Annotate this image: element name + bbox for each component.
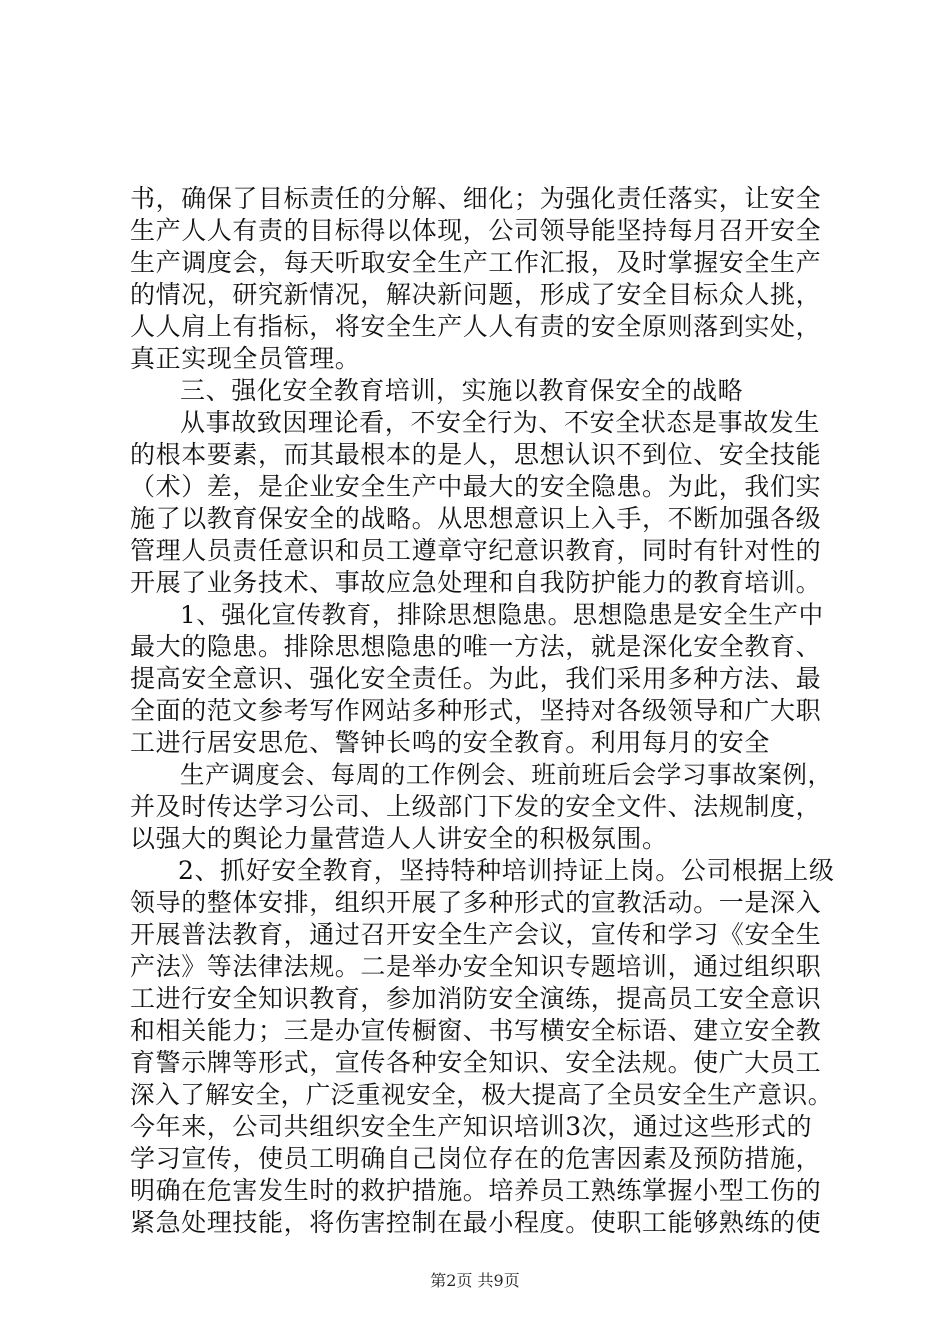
text-line: 1、强化宣传教育，排除思想隐患。思想隐患是安全生产中: [180, 600, 824, 629]
text-line: 最大的隐患。排除思想隐患的唯一方法，就是深化安全教育、: [130, 632, 822, 661]
text-line: 从事故致因理论看，不安全行为、不安全状态是事故发生: [180, 408, 821, 437]
text-line: 育警示牌等形式，宣传各种安全知识、安全法规。使广大员工: [130, 1048, 822, 1077]
text-line: （术）差，是企业安全生产中最大的安全隐患。为此，我们实: [130, 472, 822, 501]
text-line: 工进行居安思危、警钟长鸣的安全教育。利用每月的安全: [130, 728, 771, 757]
text-line: 并及时传达学习公司、上级部门下发的安全文件、法规制度，: [130, 792, 822, 821]
text-line: 明确在危害发生时的救护措施。培养员工熟练掌握小型工伤的: [130, 1176, 822, 1205]
text-line: 的根本要素，而其最根本的是人，思想认识不到位、安全技能: [130, 440, 822, 469]
text-line: 生产调度会、每周的工作例会、班前班后会学习事故案例，: [180, 760, 833, 789]
text-line: 施了以教育保安全的战略。从思想意识上入手，不断加强各级: [130, 504, 822, 533]
text-line: 生产人人有责的目标得以体现，公司领导能坚持每月召开安全: [130, 216, 822, 245]
text-line: 真正实现全员管理。: [130, 344, 361, 373]
text-line: 领导的整体安排，组织开展了多种形式的宣教活动。一是深入: [130, 888, 822, 917]
text-line: 人人肩上有指标，将安全生产人人有责的安全原则落到实处，: [130, 312, 822, 341]
text-line: 2、抓好安全教育，坚持特种培训持证上岗。公司根据上级: [178, 856, 835, 885]
text-line: 紧急处理技能，将伤害控制在最小程度。使职工能够熟练的使: [130, 1208, 822, 1237]
text-line: 开展了业务技术、事故应急处理和自我防护能力的教育培训。: [130, 568, 822, 597]
section-heading: 三、强化安全教育培训，实施以教育保安全的战略: [180, 376, 744, 405]
text-line: 提高安全意识、强化安全责任。为此，我们采用多种方法、最: [130, 664, 822, 693]
page-number-footer: 第2页 共9页: [430, 1271, 520, 1290]
text-line: 开展普法教育，通过召开安全生产会议，宣传和学习《安全生: [130, 920, 822, 949]
text-line: 全面的范文参考写作网站多种形式，坚持对各级领导和广大职: [130, 696, 822, 725]
text-line: 今年来，公司共组织安全生产知识培训3次，通过这些形式的: [130, 1112, 813, 1141]
text-line: 以强大的舆论力量营造人人讲安全的积极氛围。: [130, 824, 668, 853]
text-line: 生产调度会，每天听取安全生产工作汇报，及时掌握安全生产: [130, 248, 822, 277]
text-line: 和相关能力；三是办宣传橱窗、书写横安全标语、建立安全教: [130, 1016, 822, 1045]
text-line: 管理人员责任意识和员工遵章守纪意识教育，同时有针对性的: [130, 536, 822, 565]
text-line: 学习宣传，使员工明确自己岗位存在的危害因素及预防措施，: [130, 1144, 822, 1173]
text-line: 产法》等法律法规。二是举办安全知识专题培训，通过组织职: [130, 952, 822, 981]
text-line: 深入了解安全，广泛重视安全，极大提高了全员安全生产意识。: [130, 1080, 833, 1109]
text-line: 工进行安全知识教育，参加消防安全演练，提高员工安全意识: [130, 984, 822, 1013]
text-line: 的情况，研究新情况，解决新问题，形成了安全目标众人挑，: [130, 280, 822, 309]
text-line: 书，确保了目标责任的分解、细化；为强化责任落实，让安全: [130, 184, 822, 213]
